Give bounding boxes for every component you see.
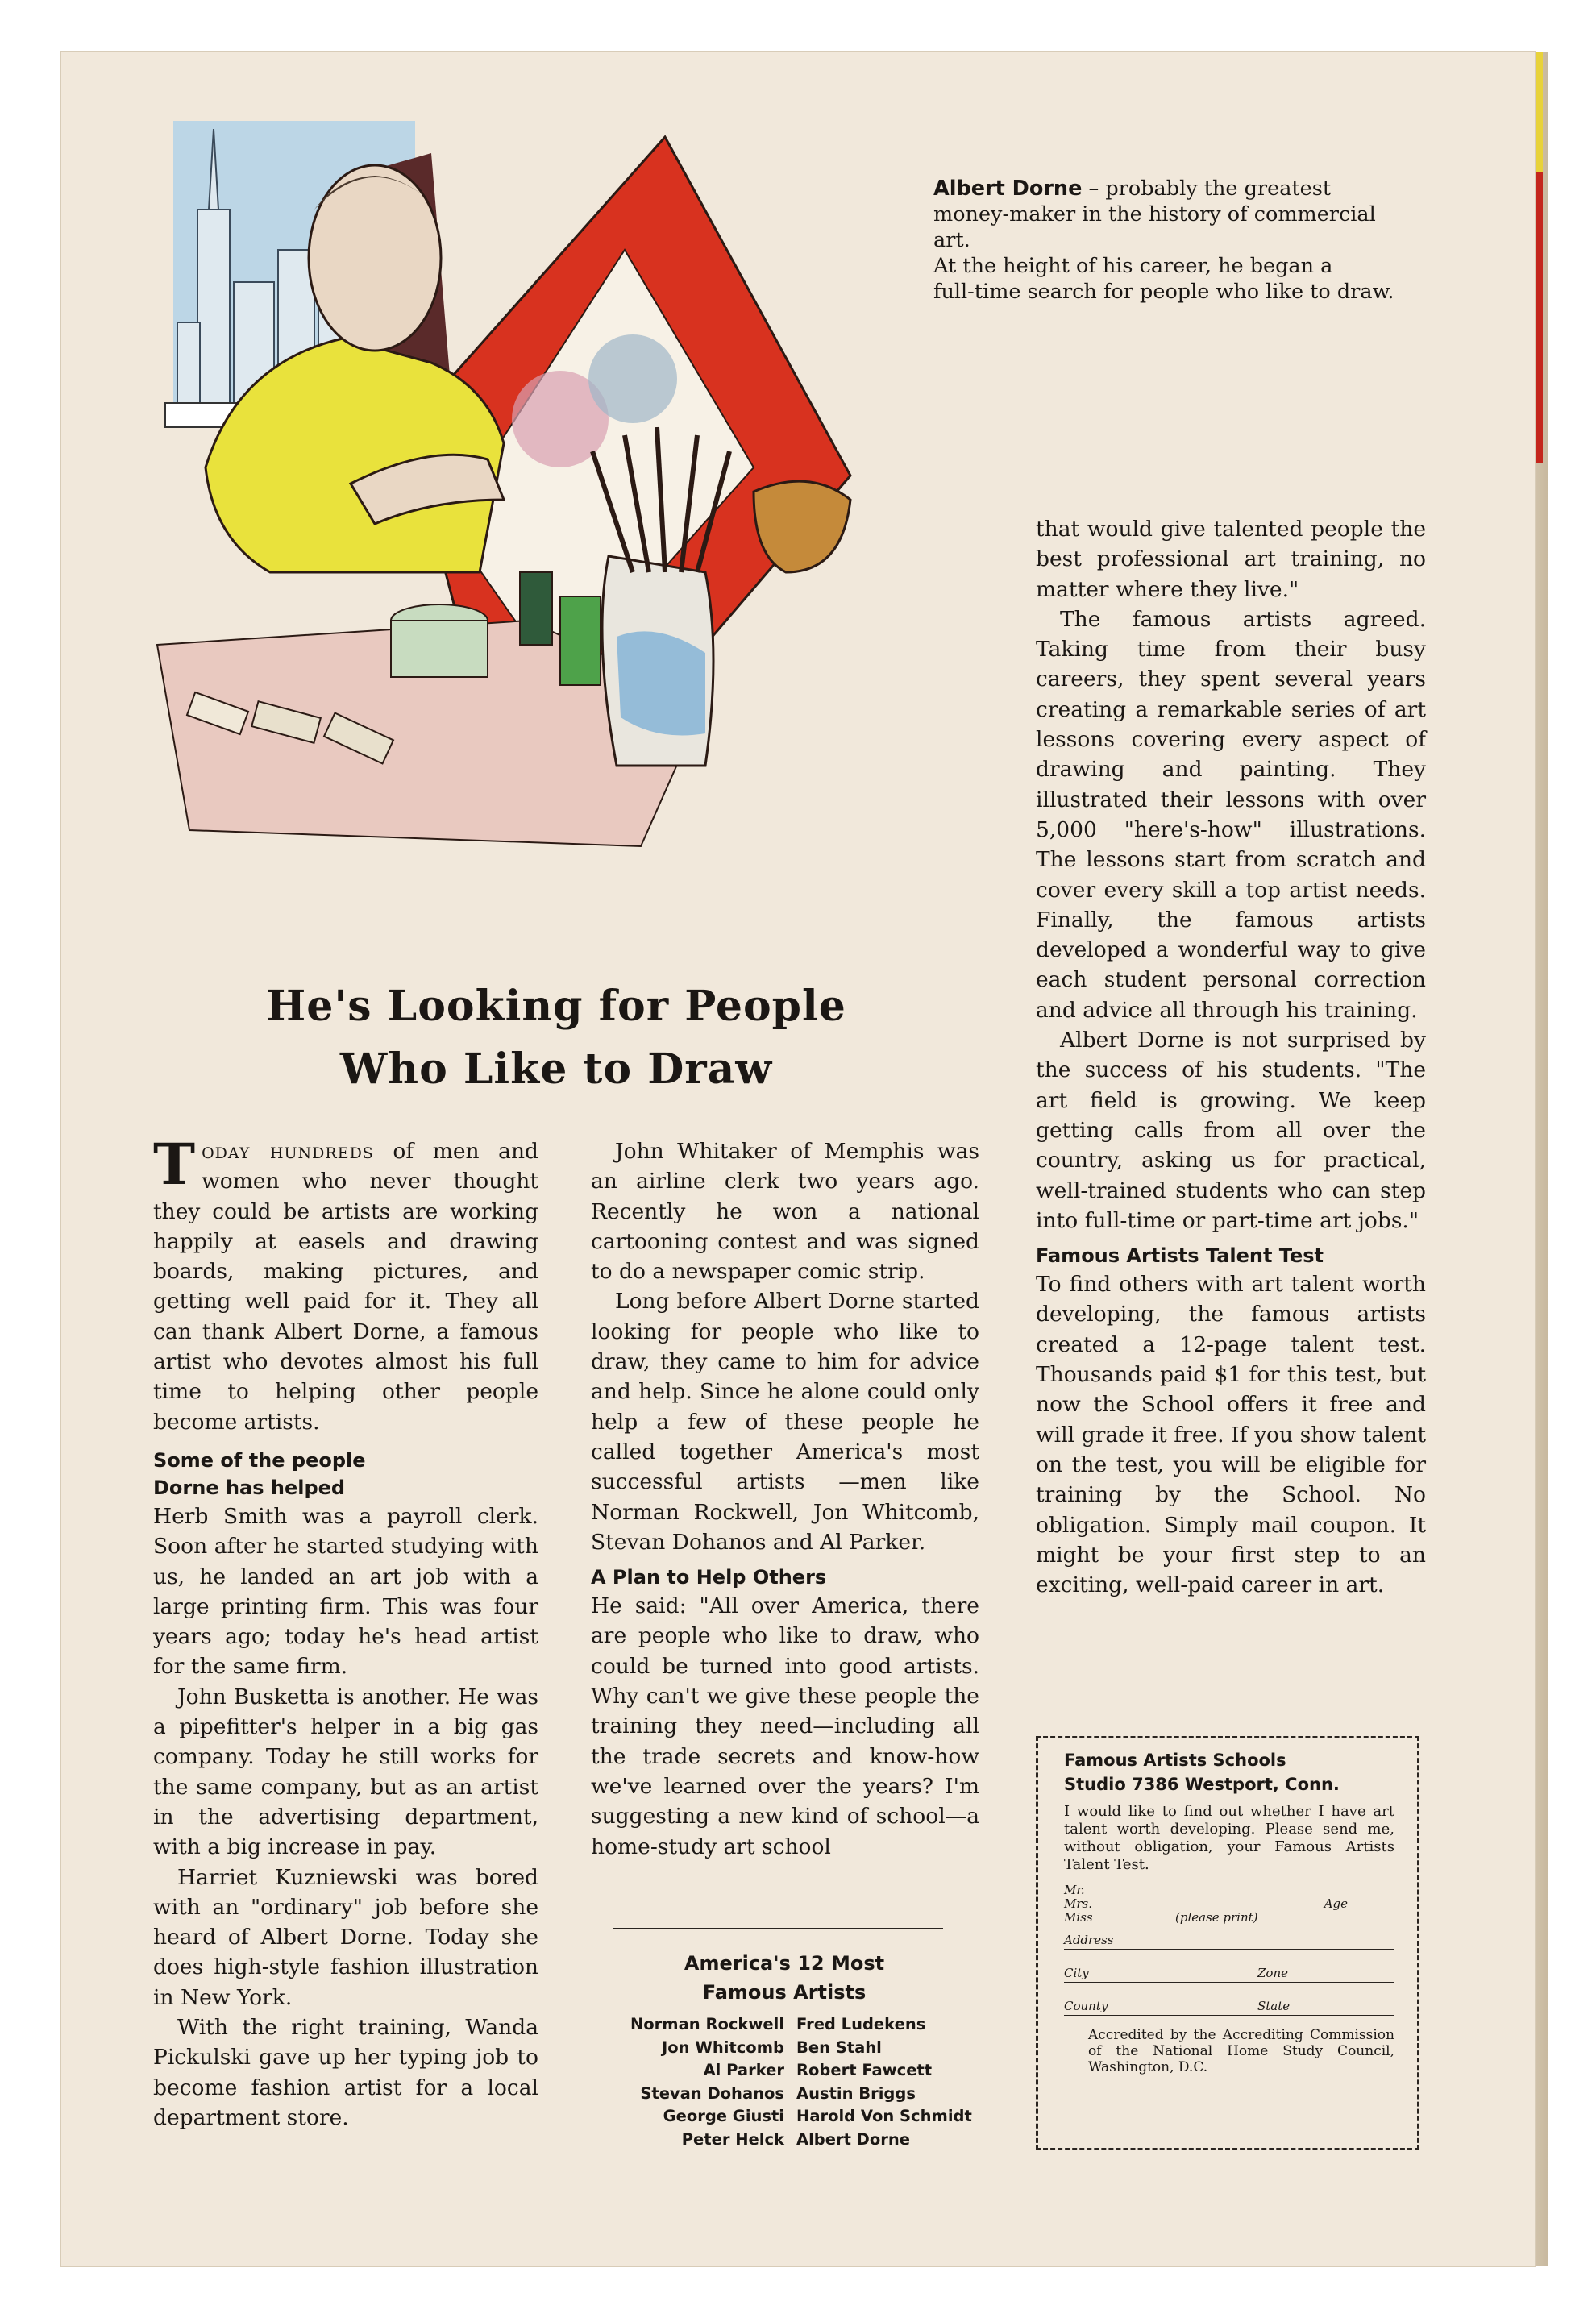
divider-rule (613, 1928, 943, 1929)
artist-name: Harold Von Schmidt (796, 2107, 972, 2125)
artist-painting-illustration (141, 121, 947, 927)
paragraph-long-before: Long before Albert Dorne started looking for people who like to draw, they came to him for advice and help. Since he alone could only help a few of these people he called together America's most successful artists —men like Norman Rockwell, Jon Whitcomb, Stevan Dohanos and Al Parker. (591, 1289, 979, 1555)
paragraph-artists-agreed: The famous artists agreed. Taking time from their busy careers, they spent several years creating a remarkable series of art lessons covering every aspect of drawing and painting. They illustrated their lessons with over 5,000 "here's-how" illustrations. The lessons start from scratch and cover every skill a top artist needs. Finally, the famous artists developed a wonderful way to give each student personal correction and advice all through his training. (1036, 606, 1426, 1023)
paragraph-he-said: He said: "All over America, there are people who like to draw, who could be turned into good artists. Why can't we give these people the training they need—including all the trade secrets and know-how we've learned over the years? I'm suggesting a new kind of school—a home-study art school (591, 1593, 979, 1859)
article-column-1 (153, 1131, 538, 2133)
artist-name: Al Parker (703, 2061, 784, 2079)
paragraph-continued: that would give talented people the best professional art training, no matter where they live." (1036, 517, 1426, 602)
artist-name: George Giusti (663, 2107, 784, 2125)
artist-name: Peter Helck (681, 2129, 784, 2149)
paragraph-john-busketta: John Busketta is another. He was a pipefitter's helper in a big gas company. Today he still works for the same company, but as an artist in the advertising department, with a big increase in pay. (153, 1684, 538, 1860)
coupon-county-state-field[interactable]: County State (1064, 1994, 1394, 2016)
page-headline: He's Looking for People Who Like to Draw (266, 982, 846, 1094)
coupon-studio-address: Studio 7386 Westport, Conn. (1064, 1775, 1340, 1794)
article-column-3 (1036, 514, 1426, 1600)
famous-artists-list (579, 1949, 990, 2166)
paragraph-wanda: With the right training, Wanda Pickulski gave up her typing job to become fashion artist for a local department store. (153, 2015, 538, 2130)
coupon-school-name: Famous Artists Schools (1064, 1751, 1286, 1770)
list-title: America's 12 Most Famous Artists (684, 1952, 885, 2004)
article-column-2 (591, 1136, 979, 1862)
subhead-talent-test: Famous Artists Talent Test (1036, 1244, 1324, 1268)
paragraph-not-surprised: Albert Dorne is not surprised by the success of his students. "The art field is growing. We keep getting calls from all over the country, asking us for practical, well-trained students who can step into full-time or part-time art jobs." (1036, 1028, 1426, 1233)
subhead-plan: A Plan to Help Others (591, 1566, 827, 1589)
man-head (309, 165, 441, 351)
artist-name: Norman Rockwell (630, 2015, 784, 2033)
paragraph-talent-test: To find others with art talent worth developing, the famous artists created a 12-page talent test. Thousands paid $1 for this test, but now the School offers it free and will grade it free. If you show talent on the test, you will be eligible for training by the School. No obligation. Simply mail coupon. It might be your first step to an exciting, well-paid career in art. (1036, 1272, 1426, 1598)
caption-name: Albert Dorne (933, 177, 1083, 201)
coupon-city-zone-field[interactable]: City Zone (1064, 1961, 1394, 1983)
artists-right-column (796, 2013, 972, 2151)
artist-name: Fred Ludekens (796, 2015, 926, 2033)
illustration-caption: Albert Dorne – probably the greatest money-maker in the history of commercial art. At the height of his career, he began a full-time search for people who like to draw. (933, 177, 1394, 304)
artist-name: Jon Whitcomb (662, 2037, 784, 2057)
coupon-accreditation: Accredited by the Accrediting Commission of the National Home Study Council, Washington, D.C. (1088, 2027, 1394, 2075)
green-bottle (560, 596, 601, 685)
artist-name: Albert Dorne (796, 2129, 910, 2149)
paragraph-herb-smith: Herb Smith was a payroll clerk. Soon after he started studying with us, he landed an art job with a large printing firm. This was four years ago; today he's head artist for the same firm. (153, 1503, 538, 1680)
coupon-name-field[interactable]: Mr. Mrs. Age Miss (please print) (1064, 1884, 1394, 1925)
coupon-request-text: I would like to find out whether I have art talent worth developing. Please send me, without obligation, your Famous Artists Talent Test. (1064, 1803, 1394, 1873)
artist-name: Ben Stahl (796, 2037, 882, 2057)
artist-name: Robert Fawcett (796, 2061, 933, 2079)
paragraph-john-whitaker: John Whitaker of Memphis was an airline clerk two years ago. Recently he won a national cartooning contest and was signed to do a newspaper comic strip. (591, 1139, 979, 1285)
mail-coupon[interactable] (1036, 1736, 1419, 2150)
artists-left-column (630, 2013, 784, 2151)
ink-bottle (520, 572, 552, 645)
paragraph-harriet: Harriet Kuzniewski was bored with an "ordinary" job before she heard of Albert Dorne. Today she does high-style fashion illustration in New York. (153, 1864, 538, 2010)
coupon-address-field[interactable]: Address (1064, 1928, 1394, 1950)
artist-name: Stevan Dohanos (640, 2083, 784, 2103)
subhead-people-helped: Some of the people Dorne has helped (153, 1448, 366, 1499)
intro-paragraph: Today hundreds of men and women who never thought they could be artists are working happily at easels and drawing boards, making pictures, and getting well paid for it. They all can thank Albert Dorne, a famous artist who devotes almost his full time to helping other people become artists. (153, 1131, 538, 1435)
artist-name: Austin Briggs (796, 2083, 916, 2103)
